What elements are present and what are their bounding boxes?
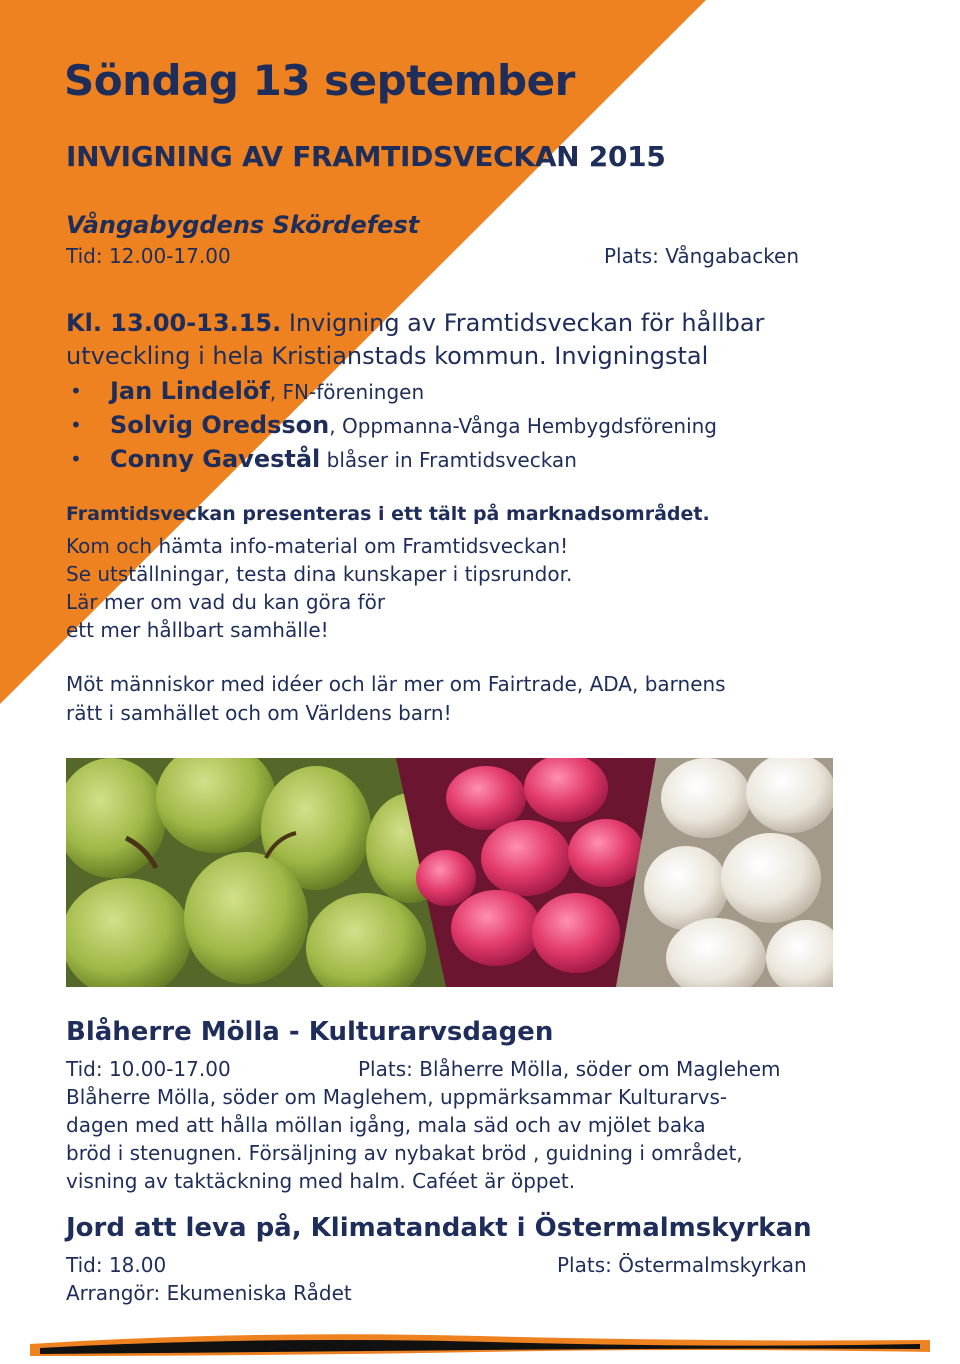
- speaker-detail: blåser in Framtidsveckan: [320, 448, 577, 472]
- invigning-heading: INVIGNING AV FRAMTIDSVECKAN 2015: [66, 140, 666, 173]
- info-line: ett mer hållbart samhälle!: [66, 618, 329, 642]
- jord-time-place: [66, 1251, 807, 1279]
- blaherre-time-place: [66, 1055, 781, 1083]
- info-line: Lär mer om vad du kan göra för: [66, 590, 386, 614]
- produce-photo: [66, 758, 833, 987]
- skordefest-time: Tid: 12.00-17.00: [66, 244, 231, 268]
- framtidsveckan-tent-text: Framtidsveckan presenteras i ett tält på marknadsområdet.: [66, 503, 710, 525]
- blaherre-body: [66, 1055, 781, 1195]
- blaherre-line: visning av taktäckning med halm. Caféet är öppet.: [66, 1169, 576, 1193]
- info-line: Kom och hämta info-material om Framtidsveckan!: [66, 534, 569, 558]
- jord-title: Jord att leva på, Klimatandakt i Östermalmskyrkan: [66, 1213, 812, 1243]
- invigning-time: Kl. 13.00-13.15.: [66, 309, 282, 337]
- skordefest-title: Vångabygdens Skördefest: [66, 211, 420, 239]
- blaherre-line: dagen med att hålla möllan igång, mala säd och av mjölet baka: [66, 1113, 706, 1137]
- speaker-detail: , FN-föreningen: [269, 380, 425, 404]
- invigning-paragraph-line1: [66, 307, 764, 340]
- bullet-icon: •: [70, 379, 82, 403]
- info-line: Se utställningar, testa dina kunskaper i tipsrundor.: [66, 562, 573, 586]
- framtidsveckan-info: [66, 532, 572, 644]
- speaker-name: Solvig Oredsson: [110, 411, 330, 439]
- mot-line: rätt i samhället och om Världens barn!: [66, 701, 452, 725]
- blaherre-place: Plats: Blåherre Mölla, söder om Maglehem: [358, 1057, 781, 1081]
- invigning-paragraph-line2: utveckling i hela Kristianstads kommun. Invigningstal: [66, 342, 709, 370]
- speaker-list: [66, 374, 717, 476]
- blaherre-title: Blåherre Mölla - Kulturarvsdagen: [66, 1017, 554, 1047]
- list-item: [66, 408, 717, 442]
- skordefest-place: Plats: Vångabacken: [604, 244, 800, 268]
- bullet-icon: •: [70, 447, 82, 471]
- speaker-name: Jan Lindelöf: [110, 377, 270, 405]
- list-item: [66, 442, 717, 476]
- brush-stroke-footer: [0, 1322, 960, 1364]
- speaker-name: Conny Gavestål: [110, 445, 321, 473]
- blaherre-line: bröd i stenugnen. Försäljning av nybakat bröd , guidning i området,: [66, 1141, 743, 1165]
- jord-body: [66, 1251, 807, 1307]
- speaker-detail: , Oppmanna-Vånga Hembygdsförening: [329, 414, 717, 438]
- event-date-heading: Söndag 13 september: [64, 56, 575, 105]
- invigning-line1-text: Invigning av Framtidsveckan för hållbar: [281, 309, 765, 337]
- jord-time: Tid: 18.00: [66, 1253, 167, 1277]
- mot-paragraph: [66, 670, 726, 728]
- list-item: [66, 374, 717, 408]
- bullet-icon: •: [70, 413, 82, 437]
- jord-organizer: Arrangör: Ekumeniska Rådet: [66, 1281, 352, 1305]
- jord-place: Plats: Östermalmskyrkan: [557, 1253, 807, 1277]
- mot-line: Möt människor med idéer och lär mer om Fairtrade, ADA, barnens: [66, 672, 726, 696]
- blaherre-time: Tid: 10.00-17.00: [66, 1057, 231, 1081]
- blaherre-line: Blåherre Mölla, söder om Maglehem, uppmärksammar Kulturarvs-: [66, 1085, 728, 1109]
